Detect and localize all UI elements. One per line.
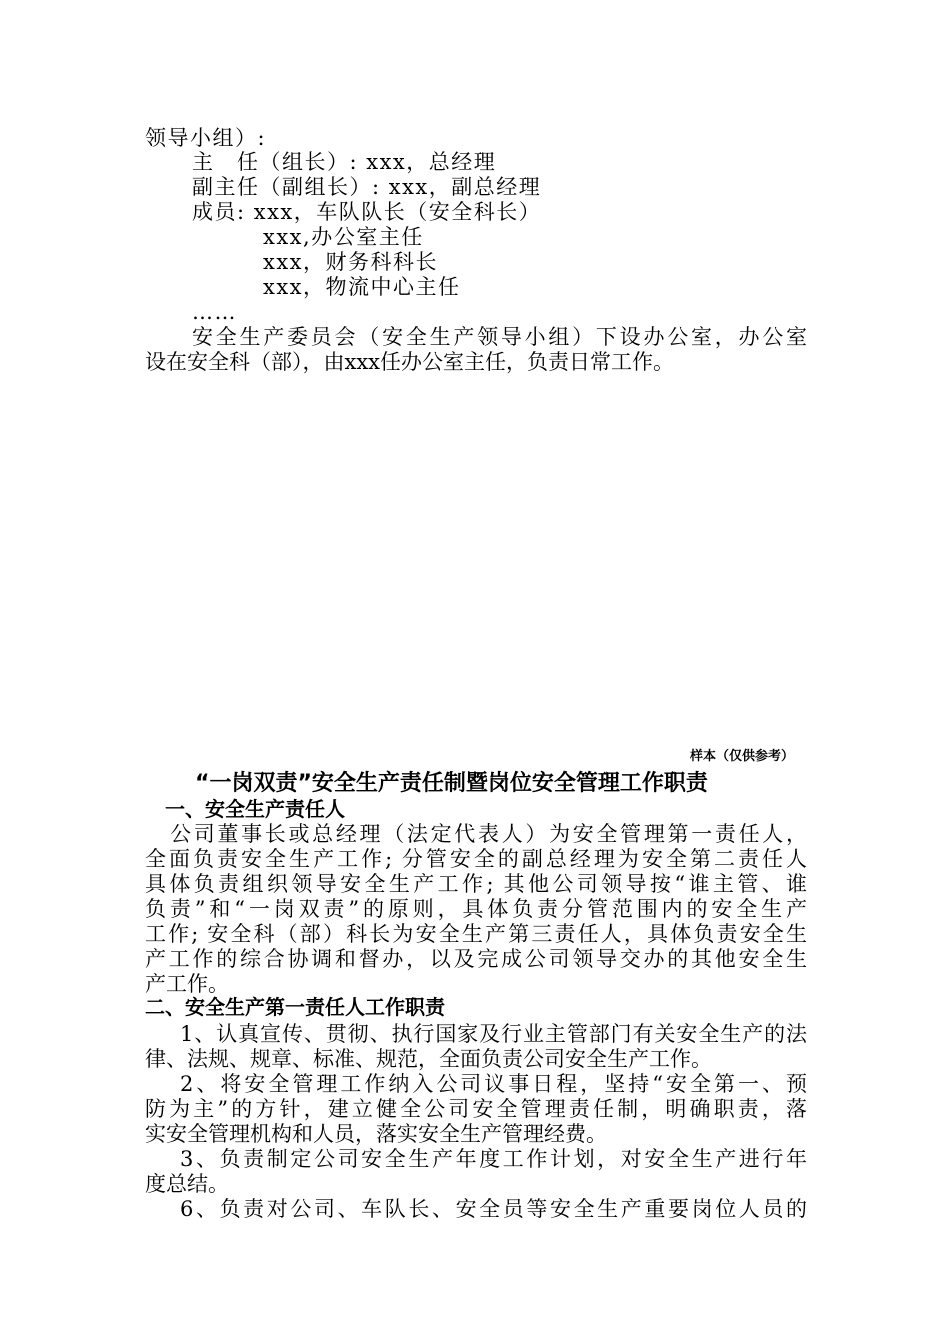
list-item-line: 律、法规、规章、标准、规范，全面负责公司安全生产工作。 (145, 1047, 712, 1071)
committee-members: 成员: xxx，车队队长（安全科长） (192, 200, 542, 224)
paragraph-line: 公司董事长或总经理（法定代表人）为安全管理第一责任人， (170, 822, 807, 846)
list-item-line: 3、负责制定公司安全生产年度工作计划，对安全生产进行年 (180, 1147, 807, 1171)
paragraph-line: 产工作。 (145, 972, 229, 996)
committee-ellipsis: …… (192, 300, 237, 324)
paragraph-line: 工作; 安全科（部）科长为安全生产第三责任人，具体负责安全生 (145, 922, 807, 946)
list-item-line: 实安全管理机构和人员，落实安全生产管理经费。 (145, 1122, 607, 1146)
paragraph-line: 具体负责组织领导安全生产工作; 其他公司领导按“谁主管、谁 (145, 872, 807, 896)
office-paragraph-line: 设在安全科（部），由xxx任办公室主任，负责日常工作。 (145, 350, 675, 374)
committee-member: xxx，物流中心主任 (263, 275, 461, 299)
list-item-line: 2、将安全管理工作纳入公司议事日程，坚持“安全第一、预 (180, 1072, 807, 1096)
office-paragraph-line: 安全生产委员会（安全生产领导小组）下设办公室，办公室 (192, 325, 807, 349)
committee-member: xxx，财务科科长 (263, 250, 439, 274)
list-item-line: 6、负责对公司、车队长、安全员等安全生产重要岗位人员的 (180, 1197, 807, 1221)
paragraph-line: 产工作的综合协调和督办，以及完成公司领导交办的其他安全生 (145, 947, 807, 971)
committee-intro: 领导小组）: (145, 126, 267, 150)
list-item-line: 防为主”的方针，建立健全公司安全管理责任制，明确职责，落 (145, 1097, 807, 1121)
document-title: “一岗双责”安全生产责任制暨岗位安全管理工作职责 (195, 771, 708, 796)
committee-deputy: 副主任（副组长）: xxx，副总经理 (192, 175, 542, 199)
sample-label: 样本（仅供参考） (690, 749, 795, 764)
section-heading: 一、安全生产责任人 (165, 797, 345, 821)
committee-member: xxx,办公室主任 (263, 225, 424, 249)
section-heading: 二、安全生产第一责任人工作职责 (145, 995, 445, 1019)
paragraph-line: 负责”和“一岗双责”的原则，具体负责分管范围内的安全生产 (145, 897, 807, 921)
committee-director: 主 任（组长）: xxx，总经理 (192, 150, 497, 174)
paragraph-line: 全面负责安全生产工作; 分管安全的副总经理为安全第二责任人 (145, 847, 807, 871)
list-item-line: 1、认真宣传、贯彻、执行国家及行业主管部门有关安全生产的法 (180, 1022, 807, 1046)
list-item-line: 度总结。 (145, 1172, 229, 1196)
